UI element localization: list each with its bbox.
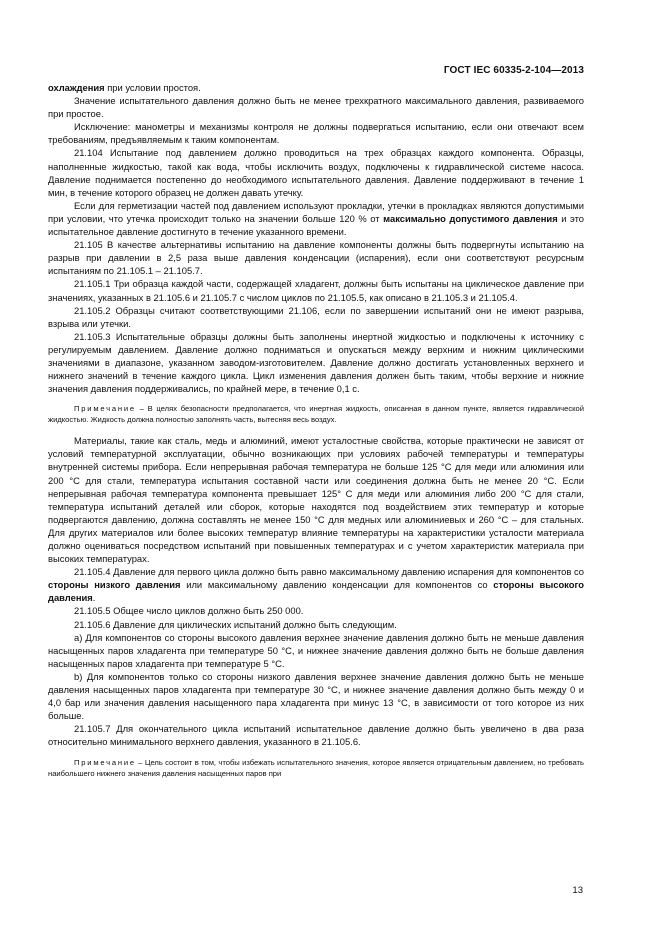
paragraph: b) Для компонентов только со стороны низкого давления верхнее значение давления должно быть не меньше давления насыщенных паров хладагента при температуре 30 °С, и нижнее значение давления должно быть между 0 и 4,0 бар или значения давления насыщенного пара хладагента при минус 13 °С, в зависимости от того которое из них больше. bbox=[48, 670, 584, 722]
paragraph: Материалы, такие как сталь, медь и алюминий, имеют усталостные свойства, которые практически не зависят от условий температурной эксплуатации, обычно возникающих при условиях рабочей температуры и температуры внутренней системы прибора. Если непрерывная рабочая температура не больше 125 °С для меди или алюминия или 200 °С для стали, температура испытания составной части или соединения должна быть не менее 20 °С. Если непрерывная рабочая температура компонента превышает 125° С для меди или алюминия либо 200 °С для стали, температура испытаний деталей или сборок, которые находятся под воздействием этих температур и которые подвергаются давлению, должна составлять не менее 150 °С для медных или алюминиевых и 260 °С – для стальных. Для других материалов или более высоких температур влияние температуры на характеристики усталости материала должно оцениваться посредством испытаний при повышенных температурах и с учетом характеристик материала при высоких температурах. bbox=[48, 435, 584, 565]
bold-term: охлаждения bbox=[48, 82, 105, 93]
paragraph: 21.105 В качестве альтернативы испытанию на давление компоненты должны быть подвергнуты испытанию на разрыв при давлении в 2,5 раза выше давления конденсации (испарения), если они соответствуют ресурсным испытаниям по 21.105.1 – 21.105.7. bbox=[48, 239, 584, 277]
note-label: Примечание bbox=[74, 757, 136, 767]
paragraph: 21.104 Испытание под давлением должно проводиться на трех образцах каждого компонента. Образцы, наполненные жидкостью, такой как вода, чтобы исключить воздух, подключены к гидравлической системе насоса. Давление поднимается постепенно до необходимого испытательного давления. Давление поддерживают в течение 1 мин, в течение которого образец не должен давать утечку. bbox=[48, 147, 584, 198]
paragraph: Исключение: манометры и механизмы контроля не должны подвергаться испытанию, если они отвечают всем требованиям, предъявляемым к таким компонентам. bbox=[48, 121, 584, 146]
note-label: Примечание bbox=[74, 404, 136, 414]
paragraph: 21.105.6 Давление для циклических испытаний должно быть следующим. bbox=[74, 618, 397, 630]
paragraph: 21.105.4 Давление для первого цикла должно быть равно максимальному давлению испарения для компонентов со стороны низкого давления или максимальному давлению конденсации для компонентов со стороны высокого давления. bbox=[48, 566, 584, 604]
paragraph: 21.105.2 Образцы считают соответствующими 21.106, если по завершении испытаний они не имеют разрыва, взрыва или утечки. bbox=[48, 304, 584, 329]
note: Примечание – Цель состоит в том, чтобы избежать испытательного значения, которое является отрицательным давлением, но требовать наибольшего нижнего значения давления насыщенных паров при bbox=[48, 757, 584, 778]
paragraph: 21.105.7 Для окончательного цикла испытаний испытательное давление должно быть увеличено в два раза относительно минимального верхнего давления, указанного в 21.105.6. bbox=[48, 723, 584, 748]
document-header: ГОСТ IEC 60335-2-104—2013 bbox=[443, 65, 584, 76]
paragraph: охлаждения при условии простоя. bbox=[48, 82, 201, 93]
bold-term: максимально допустимого давления bbox=[383, 212, 558, 224]
paragraph: 21.105.1 Три образца каждой части, содержащей хладагент, должны быть испытаны на циклическое давление при значениях, указанных в 21.105.6 и 21.105.7 с числом циклов по 21.105.5, как описано в 21.105.3 и 21.105.4. bbox=[48, 278, 584, 303]
paragraph: 21.105.5 Общее число циклов должно быть 250 000. bbox=[74, 605, 304, 617]
bold-term: стороны высокого давления bbox=[48, 579, 584, 604]
note: Примечание – В целях безопасности предполагается, что инертная жидкость, описанная в данном пункте, является гидравлической жидкостью. Жидкость должна полностью заполнять часть, вытесняя весь воздух. bbox=[48, 404, 584, 425]
bold-term: стороны низкого давления bbox=[48, 579, 181, 591]
paragraph: 21.105.3 Испытательные образцы должны быть заполнены инертной жидкостью и подключены к источнику с регулируемым давлением. Давление должно подниматься и опускаться между верхним и нижним циклическими значениями в диапазоне, указанном заводом-изготовителем. Давление должно достигать установленных верхнего и нижнего значений в течение каждого цикла. Цикл изменения давления должен быть таким, чтобы верхние и нижние значения давления поддерживались, по крайней мере, в течение 0,1 с. bbox=[48, 330, 584, 395]
paragraph: а) Для компонентов со стороны высокого давления верхнее значение давления должно быть не меньше давления насыщенных паров хладагента при температуре 50 °С, и нижнее значение давления должно быть не больше давления насыщенных паров хладагента при температуре 5 °С. bbox=[48, 631, 584, 669]
page-number: 13 bbox=[572, 885, 583, 896]
paragraph: Если для герметизации частей под давлением используют прокладки, утечки в прокладках являются допустимыми при условии, что утечка происходит только на значении больше 120 % от максимально допустимого давления и это испытательное давление достигнуто в течение указанного времени. bbox=[48, 199, 585, 238]
document-body bbox=[48, 81, 584, 788]
paragraph: Значение испытательного давления должно быть не менее трехкратного максимального давления, развиваемого при простое. bbox=[48, 95, 584, 120]
